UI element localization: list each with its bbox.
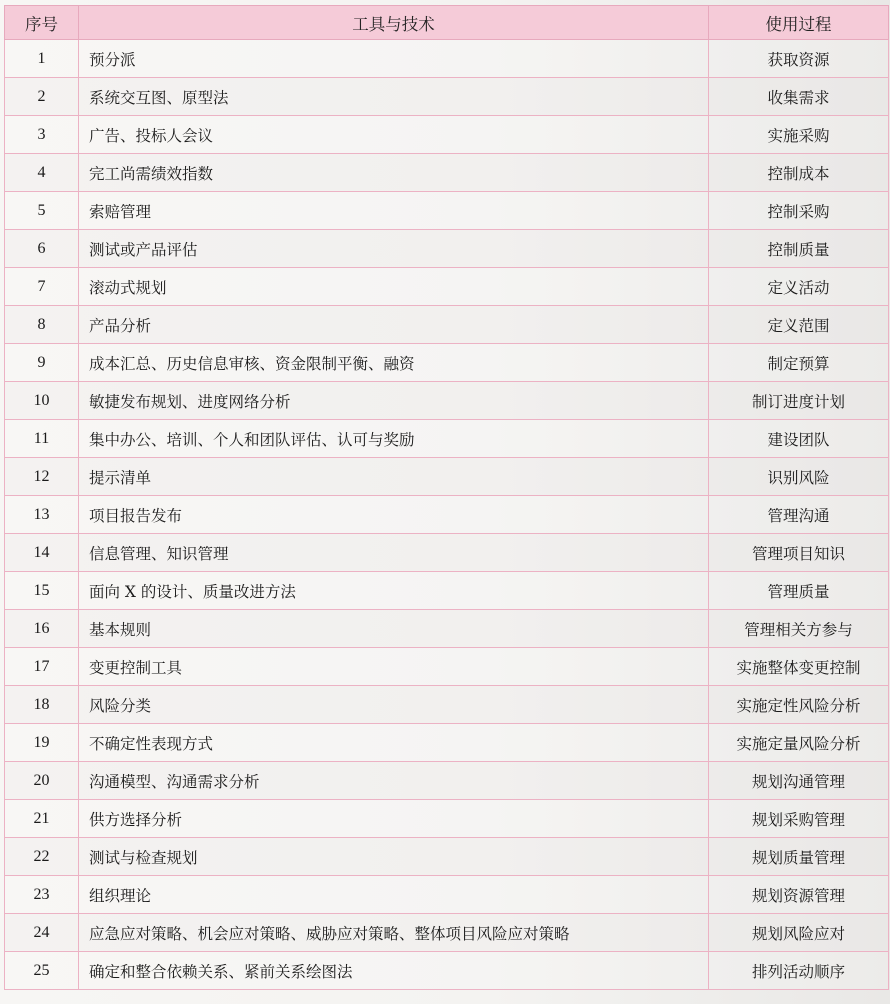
row-index-cell: 1 bbox=[5, 40, 79, 78]
table-row bbox=[5, 838, 889, 876]
row-index-cell: 16 bbox=[5, 610, 79, 648]
row-process-cell: 排列活动顺序 bbox=[709, 952, 889, 990]
row-index-cell: 5 bbox=[5, 192, 79, 230]
row-process-cell: 管理项目知识 bbox=[709, 534, 889, 572]
row-technique-cell: 索赔管理 bbox=[79, 192, 709, 230]
table-row bbox=[5, 724, 889, 762]
row-index-cell: 18 bbox=[5, 686, 79, 724]
row-process-cell: 定义活动 bbox=[709, 268, 889, 306]
row-process-cell: 规划采购管理 bbox=[709, 800, 889, 838]
row-index-cell: 19 bbox=[5, 724, 79, 762]
table-row bbox=[5, 914, 889, 952]
table-row bbox=[5, 420, 889, 458]
row-process-cell: 管理相关方参与 bbox=[709, 610, 889, 648]
row-process-cell: 识别风险 bbox=[709, 458, 889, 496]
row-process-cell: 实施定性风险分析 bbox=[709, 686, 889, 724]
table-row bbox=[5, 306, 889, 344]
table-row bbox=[5, 800, 889, 838]
table-header-row bbox=[5, 6, 889, 40]
row-process-cell: 规划质量管理 bbox=[709, 838, 889, 876]
row-process-cell: 控制采购 bbox=[709, 192, 889, 230]
table-row bbox=[5, 648, 889, 686]
row-technique-cell: 信息管理、知识管理 bbox=[79, 534, 709, 572]
row-index-cell: 10 bbox=[5, 382, 79, 420]
table-row bbox=[5, 230, 889, 268]
row-technique-cell: 变更控制工具 bbox=[79, 648, 709, 686]
table-row bbox=[5, 154, 889, 192]
row-index-cell: 3 bbox=[5, 116, 79, 154]
row-technique-cell: 产品分析 bbox=[79, 306, 709, 344]
table-row bbox=[5, 192, 889, 230]
row-technique-cell: 完工尚需绩效指数 bbox=[79, 154, 709, 192]
row-process-cell: 规划沟通管理 bbox=[709, 762, 889, 800]
row-process-cell: 规划资源管理 bbox=[709, 876, 889, 914]
row-technique-cell: 面向 X 的设计、质量改进方法 bbox=[79, 572, 709, 610]
table-row bbox=[5, 572, 889, 610]
table-row bbox=[5, 762, 889, 800]
row-index-cell: 9 bbox=[5, 344, 79, 382]
row-technique-cell: 测试或产品评估 bbox=[79, 230, 709, 268]
row-process-cell: 获取资源 bbox=[709, 40, 889, 78]
row-index-cell: 20 bbox=[5, 762, 79, 800]
row-index-cell: 12 bbox=[5, 458, 79, 496]
header-index: 序号 bbox=[5, 6, 79, 40]
table-row bbox=[5, 496, 889, 534]
row-technique-cell: 应急应对策略、机会应对策略、威胁应对策略、整体项目风险应对策略 bbox=[79, 914, 709, 952]
row-process-cell: 制订进度计划 bbox=[709, 382, 889, 420]
table-row bbox=[5, 686, 889, 724]
row-technique-cell: 成本汇总、历史信息审核、资金限制平衡、融资 bbox=[79, 344, 709, 382]
row-index-cell: 6 bbox=[5, 230, 79, 268]
row-technique-cell: 不确定性表现方式 bbox=[79, 724, 709, 762]
row-process-cell: 管理质量 bbox=[709, 572, 889, 610]
row-technique-cell: 滚动式规划 bbox=[79, 268, 709, 306]
row-index-cell: 4 bbox=[5, 154, 79, 192]
row-technique-cell: 供方选择分析 bbox=[79, 800, 709, 838]
row-process-cell: 收集需求 bbox=[709, 78, 889, 116]
table-row bbox=[5, 78, 889, 116]
row-process-cell: 规划风险应对 bbox=[709, 914, 889, 952]
table-row bbox=[5, 876, 889, 914]
table-row bbox=[5, 610, 889, 648]
tools-techniques-table bbox=[4, 5, 889, 990]
row-process-cell: 定义范围 bbox=[709, 306, 889, 344]
row-process-cell: 控制质量 bbox=[709, 230, 889, 268]
table-row bbox=[5, 344, 889, 382]
row-index-cell: 15 bbox=[5, 572, 79, 610]
row-process-cell: 建设团队 bbox=[709, 420, 889, 458]
row-technique-cell: 提示清单 bbox=[79, 458, 709, 496]
row-technique-cell: 确定和整合依赖关系、紧前关系绘图法 bbox=[79, 952, 709, 990]
header-process: 使用过程 bbox=[709, 6, 889, 40]
table-row bbox=[5, 458, 889, 496]
row-process-cell: 管理沟通 bbox=[709, 496, 889, 534]
table-row bbox=[5, 116, 889, 154]
row-process-cell: 实施采购 bbox=[709, 116, 889, 154]
row-process-cell: 控制成本 bbox=[709, 154, 889, 192]
row-index-cell: 21 bbox=[5, 800, 79, 838]
row-index-cell: 8 bbox=[5, 306, 79, 344]
table-row bbox=[5, 268, 889, 306]
row-technique-cell: 集中办公、培训、个人和团队评估、认可与奖励 bbox=[79, 420, 709, 458]
row-index-cell: 2 bbox=[5, 78, 79, 116]
row-index-cell: 17 bbox=[5, 648, 79, 686]
row-index-cell: 25 bbox=[5, 952, 79, 990]
table-row bbox=[5, 382, 889, 420]
row-index-cell: 13 bbox=[5, 496, 79, 534]
row-technique-cell: 系统交互图、原型法 bbox=[79, 78, 709, 116]
row-technique-cell: 敏捷发布规划、进度网络分析 bbox=[79, 382, 709, 420]
header-technique: 工具与技术 bbox=[79, 6, 709, 40]
row-index-cell: 22 bbox=[5, 838, 79, 876]
row-technique-cell: 测试与检查规划 bbox=[79, 838, 709, 876]
row-process-cell: 实施整体变更控制 bbox=[709, 648, 889, 686]
row-index-cell: 11 bbox=[5, 420, 79, 458]
table-row bbox=[5, 534, 889, 572]
row-process-cell: 制定预算 bbox=[709, 344, 889, 382]
row-technique-cell: 项目报告发布 bbox=[79, 496, 709, 534]
row-technique-cell: 沟通模型、沟通需求分析 bbox=[79, 762, 709, 800]
row-index-cell: 23 bbox=[5, 876, 79, 914]
table-row bbox=[5, 952, 889, 990]
row-technique-cell: 预分派 bbox=[79, 40, 709, 78]
table-body bbox=[5, 40, 889, 990]
row-technique-cell: 基本规则 bbox=[79, 610, 709, 648]
row-index-cell: 14 bbox=[5, 534, 79, 572]
row-technique-cell: 广告、投标人会议 bbox=[79, 116, 709, 154]
table-row bbox=[5, 40, 889, 78]
row-technique-cell: 组织理论 bbox=[79, 876, 709, 914]
row-technique-cell: 风险分类 bbox=[79, 686, 709, 724]
row-index-cell: 7 bbox=[5, 268, 79, 306]
row-process-cell: 实施定量风险分析 bbox=[709, 724, 889, 762]
row-index-cell: 24 bbox=[5, 914, 79, 952]
